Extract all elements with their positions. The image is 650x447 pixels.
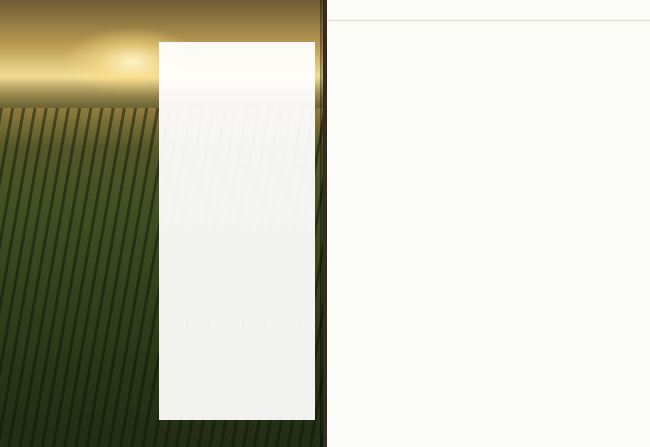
left-page <box>0 0 323 447</box>
section-spacer <box>349 41 631 44</box>
intro-text-panel <box>159 42 315 420</box>
running-header-bar <box>327 0 650 21</box>
page-title <box>90 45 154 71</box>
right-body <box>349 38 631 426</box>
right-page <box>327 0 650 447</box>
